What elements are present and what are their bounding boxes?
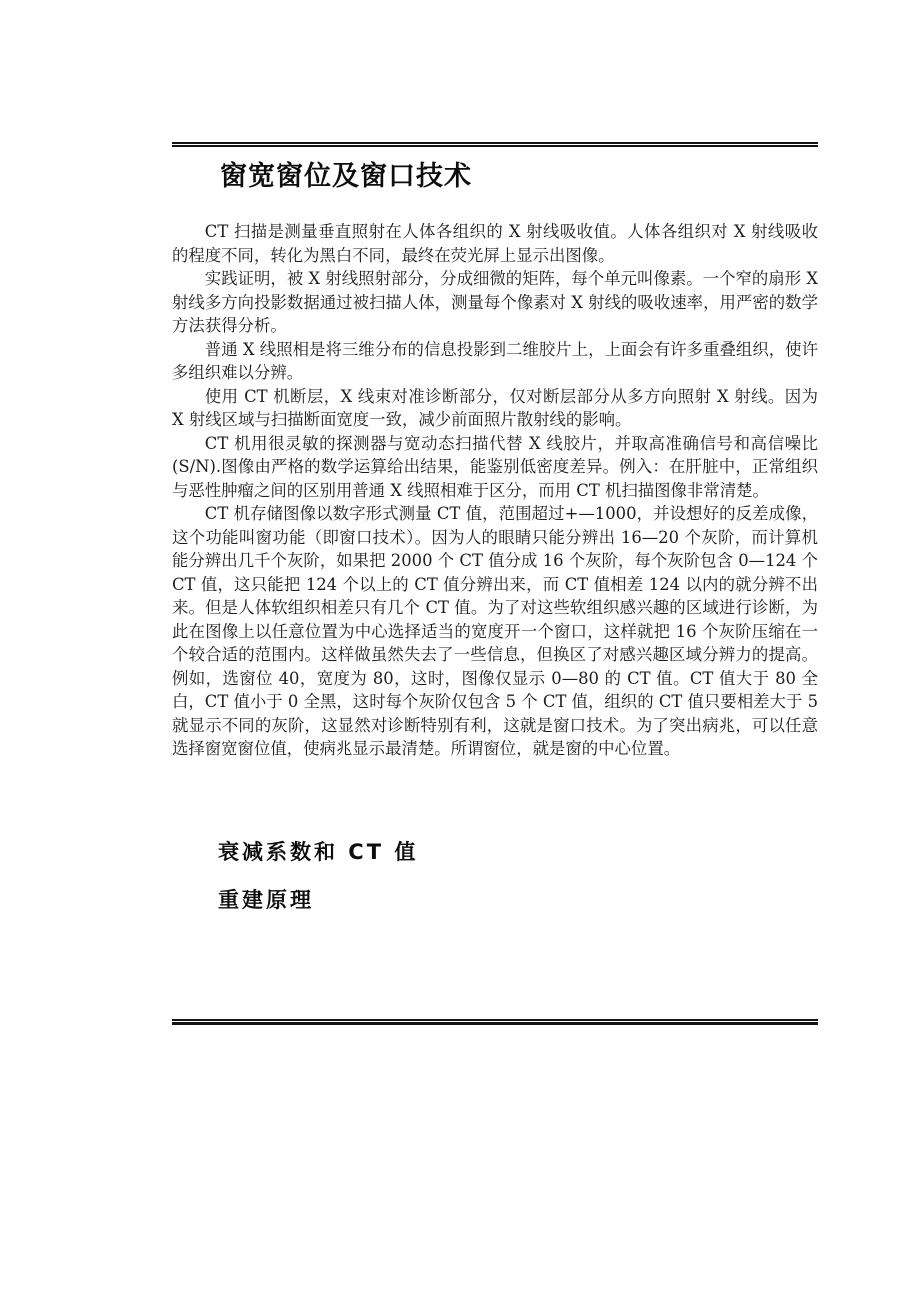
body-text-block [172, 220, 818, 761]
document-content [172, 142, 818, 761]
section-heading-attenuation-coefficient: 衰减系数和 CT 值 [218, 840, 419, 864]
section-heading-reconstruction-principle: 重建原理 [218, 888, 314, 912]
body-paragraph: 普通 X 线照相是将三维分布的信息投影到二维胶片上，上面会有许多重叠组织，使许多组织难以分辨。 [172, 339, 818, 382]
body-paragraph: CT 机存储图像以数字形式测量 CT 值，范围超过+—1000，并设想好的反差成像，这个功能叫窗功能（即窗口技术）。因为人的眼睛只能分辨出 16—20 个灰阶，而计算机能分辨出几千个灰阶，如果把 2000 个 CT 值分成 16 个灰阶，每个灰阶包含 0—124 个 CT 值，这只能把 124 个以上的 CT 值分辨出来，而 CT 值相差 124 以内的就分辨不出来。但是人体软组织相差只有几个 CT 值。为了对这些软组织感兴趣的区域进行诊断，为此在图像上以任意位置为中心选择适当的宽度开一个窗口，这样就把 16 个灰阶压缩在一个较合适的范围内。这样做虽然失去了一些信息，但换区了对感兴趣区域分辨力的提高。例如，选窗位 40，宽度为 80，这时，图像仅显示 0—80 的 CT 值。CT 值大于 80 全白，CT 值小于 0 全黑，这时每个灰阶仅包含 5 个 CT 值，组织的 CT 值只要相差大于 5 就显示不同的灰阶，这显然对诊断特别有利，这就是窗口技术。为了突出病兆，可以任意选择窗宽窗位值，使病兆显示最清楚。所谓窗位，就是窗的中心位置。 [172, 504, 818, 758]
body-paragraph: 实践证明，被 X 射线照射部分，分成细微的矩阵，每个单元叫像素。一个窄的扇形 X 射线多方向投影数据通过被扫描人体，测量每个像素对 X 射线的吸收速率，用严密的数学方法获得分析。 [172, 269, 818, 335]
top-double-rule [172, 142, 818, 147]
body-paragraph: CT 机用很灵敏的探测器与宽动态扫描代替 X 线胶片，并取高准确信号和高信噪比(S/N).图像由严格的数学运算给出结果，能鉴别低密度差异。例入：在肝脏中，正常组织与恶性肿瘤之间的区别用普通 X 线照相难于区分，而用 CT 机扫描图像非常清楚。 [172, 433, 818, 500]
body-paragraph: 使用 CT 机断层，X 线束对准诊断部分，仅对断层部分从多方向照射 X 射线。因为 X 射线区域与扫描断面宽度一致，减少前面照片散射线的影响。 [172, 386, 818, 429]
body-paragraph: CT 扫描是测量垂直照射在人体各组织的 X 射线吸收值。人体各组织对 X 射线吸收的程度不同，转化为黑白不同，最终在荧光屏上显示出图像。 [172, 222, 818, 265]
bottom-double-rule [172, 1019, 818, 1025]
page-title: 窗宽窗位及窗口技术 [220, 161, 472, 192]
